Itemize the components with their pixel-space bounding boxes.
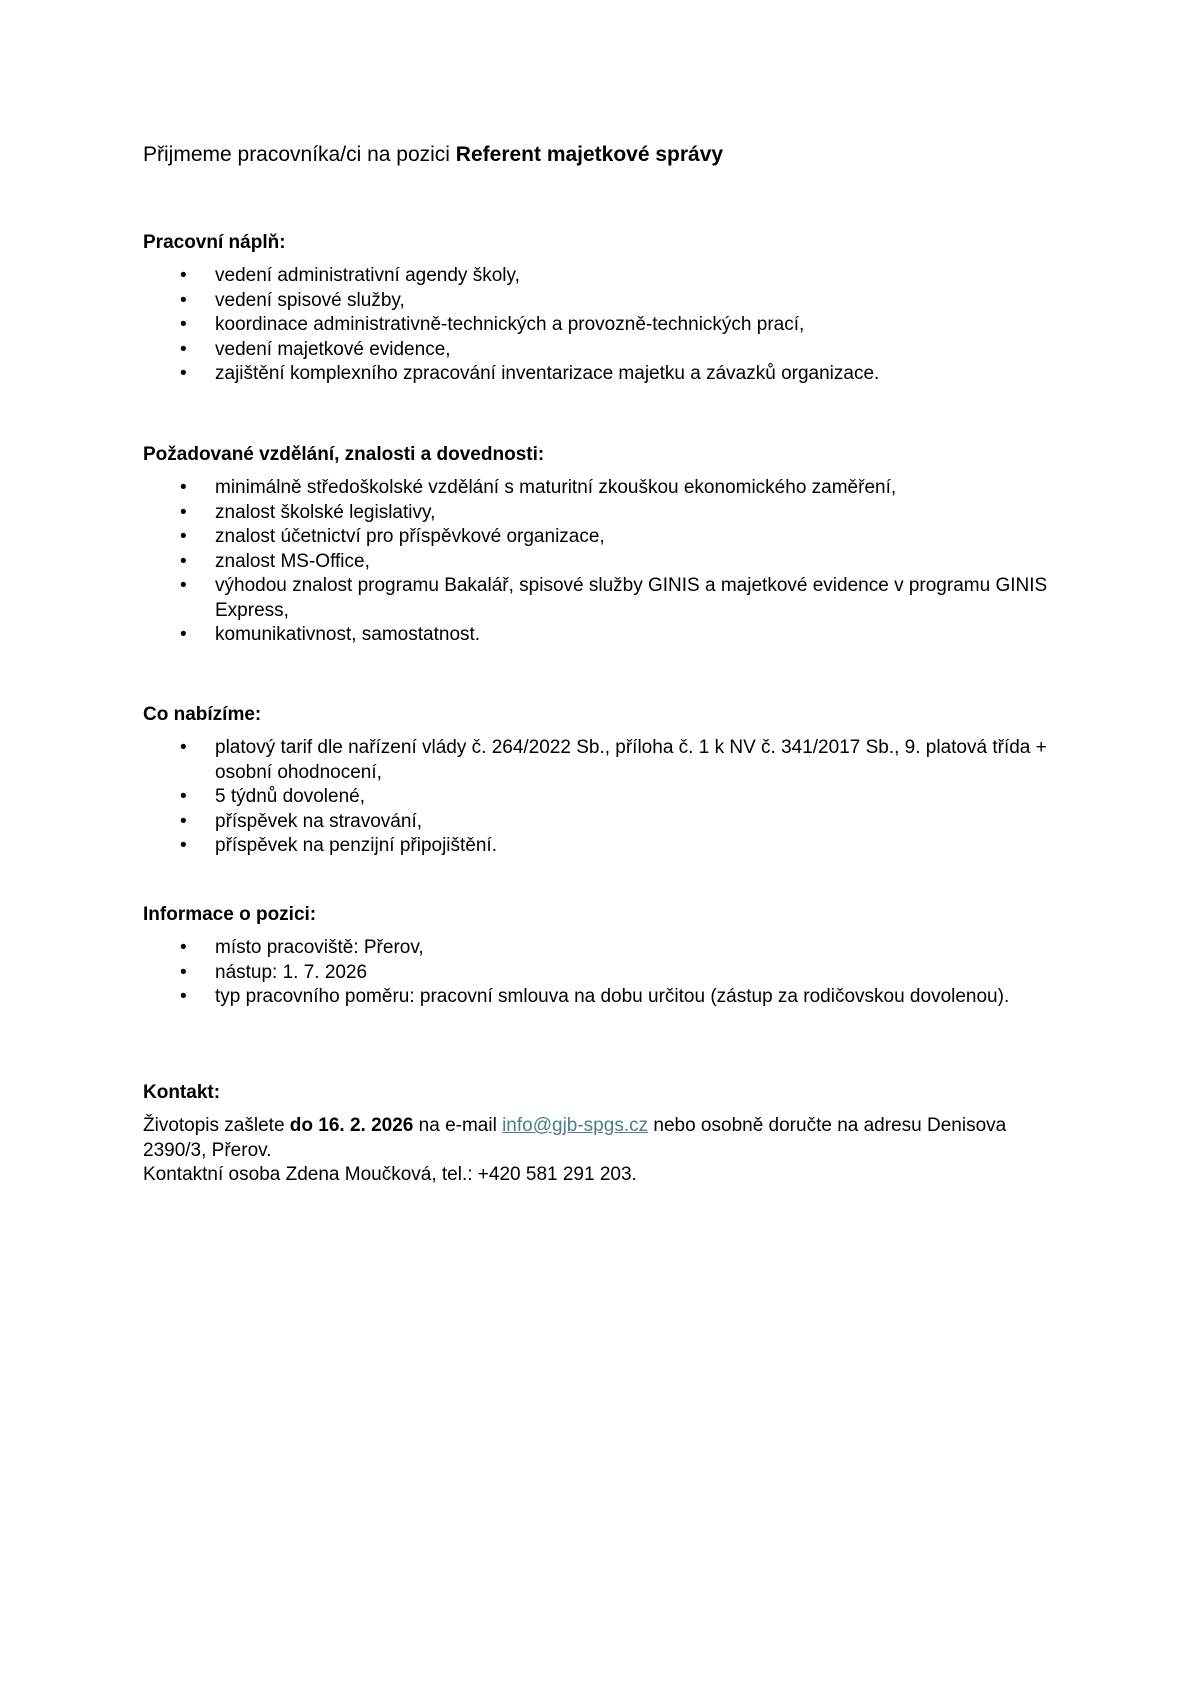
list-item: [143, 338, 1063, 363]
list-item-text: platový tarif dle nařízení vlády č. 264/2022 Sb., příloha č. 1 k NV č. 341/2017 Sb., 9. platová třída + osobní ohodnocení,: [215, 737, 1047, 783]
bullet-icon: •: [180, 526, 187, 547]
contact-person-line: Kontaktní osoba Zdena Moučková, tel.: +420 581 291 203.: [143, 1164, 637, 1185]
bullet-icon: •: [180, 961, 187, 983]
list-item-text: vedení spisové služby,: [215, 289, 405, 311]
duties-heading: Pracovní náplň:: [143, 232, 286, 253]
list-item: [143, 264, 1063, 289]
list-item: [143, 834, 1063, 859]
contact-deadline: do 16. 2. 2026: [289, 1115, 414, 1136]
info-heading: Informace o pozici:: [143, 904, 317, 925]
bullet-icon: •: [180, 810, 187, 832]
list-item-text: příspěvek na stravování,: [215, 810, 422, 832]
bullet-icon: •: [180, 265, 187, 286]
bullet-icon: •: [180, 624, 187, 645]
list-item-text: nástup: 1. 7. 2026: [215, 961, 368, 983]
list-item: [143, 936, 1063, 961]
bullet-icon: •: [180, 737, 187, 758]
bullet-icon: •: [180, 314, 187, 335]
list-item: [143, 525, 1063, 550]
list-item-text: vedení administrativní agendy školy,: [215, 265, 520, 286]
list-item: [143, 736, 1063, 785]
bullet-icon: •: [180, 550, 187, 572]
bullet-icon: •: [180, 338, 187, 360]
list-item: [143, 961, 1063, 986]
contact-paragraph: [143, 1114, 1063, 1163]
list-item-text: typ pracovního poměru: pracovní smlouva na dobu určitou (zástup za rodičovskou dovolenou).: [215, 986, 1010, 1007]
duties-section: [143, 231, 1063, 387]
bullet-icon: •: [180, 786, 187, 807]
bullet-icon: •: [180, 289, 187, 311]
contact-email-link[interactable]: info@gjb-spgs.cz: [502, 1115, 649, 1136]
list-item-text: místo pracoviště: Přerov,: [215, 937, 424, 958]
contact-line1-mid: na e-mail: [413, 1115, 503, 1136]
bullet-icon: •: [180, 363, 187, 384]
bullet-icon: •: [180, 986, 187, 1007]
list-item-text: příspěvek na penzijní připojištění.: [215, 835, 497, 856]
list-item: [143, 785, 1063, 810]
list-item: [143, 313, 1063, 338]
list-item-text: komunikativnost, samostatnost.: [215, 624, 481, 645]
offer-heading: Co nabízíme:: [143, 704, 262, 725]
requirements-heading: Požadované vzdělání, znalosti a dovednosti:: [143, 444, 545, 465]
requirements-list: [143, 476, 1063, 648]
contact-line1-prefix: Životopis zašlete: [143, 1115, 290, 1136]
list-item: [143, 501, 1063, 526]
list-item-text: vedení majetkové evidence,: [215, 338, 451, 360]
list-item: [143, 289, 1063, 314]
list-item: [143, 810, 1063, 835]
duties-list: [143, 264, 1063, 387]
list-item: [143, 476, 1063, 501]
bullet-icon: •: [180, 501, 187, 523]
list-item: [143, 985, 1063, 1010]
list-item-text: znalost MS-Office,: [215, 550, 370, 572]
list-item: [143, 362, 1063, 387]
list-item-text: 5 týdnů dovolené,: [215, 786, 366, 807]
contact-section: [143, 1081, 1063, 1188]
list-item: [143, 574, 1063, 623]
requirements-section: [143, 443, 1063, 648]
title-prefix: Přijmeme pracovníka/ci na pozici: [143, 143, 456, 166]
bullet-icon: •: [180, 835, 187, 856]
list-item-text: výhodou znalost programu Bakalář, spisové služby GINIS a majetkové evidence v programu GINIS Express,: [215, 575, 1048, 621]
page-title: [143, 142, 723, 168]
bullet-icon: •: [180, 477, 187, 498]
info-list: [143, 936, 1063, 1010]
contact-line1-suffix: nebo osobně doručte na adresu Denisova 2390/3, Přerov.: [143, 1115, 1007, 1161]
list-item: [143, 550, 1063, 575]
offer-section: [143, 703, 1063, 859]
list-item-text: zajištění komplexního zpracování inventarizace majetku a závazků organizace.: [215, 363, 880, 384]
list-item-text: znalost školské legislativy,: [215, 501, 436, 523]
title-position: Referent majetkové správy: [455, 143, 724, 166]
bullet-icon: •: [180, 575, 187, 596]
list-item-text: znalost účetnictví pro příspěvkové organizace,: [215, 526, 605, 547]
contact-heading: Kontakt:: [143, 1082, 221, 1103]
info-section: [143, 903, 1063, 1010]
offer-list: [143, 736, 1063, 859]
bullet-icon: •: [180, 937, 187, 958]
list-item-text: minimálně středoškolské vzdělání s maturitní zkouškou ekonomického zaměření,: [215, 477, 897, 498]
list-item: [143, 623, 1063, 648]
list-item-text: koordinace administrativně-technických a provozně-technických prací,: [215, 314, 805, 335]
